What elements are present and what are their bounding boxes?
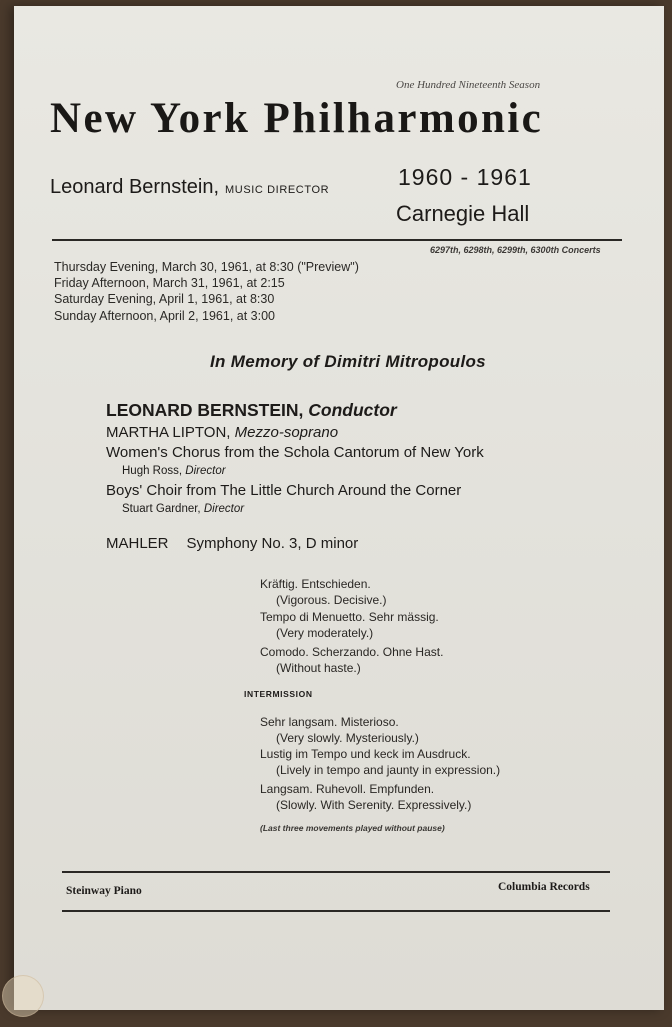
conductor	[106, 400, 397, 421]
records-credit: Columbia Records	[498, 881, 590, 893]
movement	[260, 746, 500, 778]
watermark-logo	[2, 975, 44, 1017]
conductor-role: Conductor	[308, 400, 397, 420]
director-role: Director	[185, 465, 226, 477]
date-line: Friday Afternoon, March 31, 1961, at 2:15	[54, 276, 285, 291]
orchestra-title: New York Philharmonic	[50, 95, 544, 142]
womens-chorus-director	[122, 465, 226, 477]
movement-translation: (Very moderately.)	[276, 626, 374, 640]
footer-divider-bottom	[62, 910, 610, 912]
soloist-name: MARTHA LIPTON,	[106, 424, 231, 441]
director-name: Stuart Gardner,	[122, 503, 201, 515]
season-years: 1960 - 1961	[398, 164, 532, 190]
music-director	[50, 176, 329, 199]
movement-title: Langsam. Ruhevoll. Empfunden.	[260, 782, 435, 796]
conductor-name: LEONARD BERNSTEIN,	[106, 400, 304, 420]
soloist-role: Mezzo-soprano	[234, 424, 339, 441]
movement-title: Tempo di Menuetto. Sehr mässig.	[260, 610, 439, 624]
footer-divider-top	[62, 871, 610, 873]
boys-choir: Boys' Choir from The Little Church Around the Corner	[106, 482, 462, 499]
director-name: Leonard Bernstein,	[50, 176, 220, 198]
program-work	[106, 535, 358, 552]
movement	[260, 576, 386, 608]
movement-title: Lustig im Tempo und keck im Ausdruck.	[260, 747, 471, 761]
movement-title: Sehr langsam. Misterioso.	[260, 715, 399, 729]
movement-translation: (Lively in tempo and jaunty in expression.)	[276, 763, 501, 777]
intermission: INTERMISSION	[244, 689, 313, 699]
work-title: Symphony No. 3, D minor	[186, 535, 359, 552]
director-name: Hugh Ross,	[122, 465, 183, 477]
movement-translation: (Slowly. With Serenity. Expressively.)	[276, 798, 472, 812]
movement-title: Comodo. Scherzando. Ohne Hast.	[260, 645, 444, 659]
director-role: Director	[203, 503, 245, 515]
venue: Carnegie Hall	[396, 201, 530, 226]
date-line: Thursday Evening, March 30, 1961, at 8:30 ("Preview")	[54, 260, 359, 274]
date-line: Saturday Evening, April 1, 1961, at 8:30	[54, 292, 275, 307]
movement	[260, 714, 419, 746]
soloist	[106, 424, 338, 441]
concert-dates	[54, 259, 359, 324]
piano-credit: Steinway Piano	[66, 885, 142, 897]
director-role: MUSIC DIRECTOR	[225, 184, 330, 196]
movement-title: Kräftig. Entschieden.	[260, 577, 371, 591]
program-page	[14, 6, 664, 1010]
date-line: Sunday Afternoon, April 2, 1961, at 3:00	[54, 308, 275, 323]
womens-chorus: Women's Chorus from the Schola Cantorum of New York	[106, 444, 484, 461]
header-divider	[52, 239, 622, 241]
concert-numbers: 6297th, 6298th, 6299th, 6300th Concerts	[430, 245, 601, 255]
movement	[260, 781, 471, 813]
movement	[260, 609, 439, 641]
season-label: One Hundred Nineteenth Season	[396, 79, 541, 91]
dedication: In Memory of Dimitri Mitropoulos	[210, 352, 486, 371]
movement-translation: (Very slowly. Mysteriously.)	[276, 731, 419, 745]
composer: MAHLER	[106, 535, 169, 552]
movement-translation: (Without haste.)	[276, 661, 361, 675]
movement-translation: (Vigorous. Decisive.)	[276, 593, 387, 607]
boys-choir-director	[122, 503, 244, 515]
program-note: (Last three movements played without pause)	[260, 823, 445, 833]
movement	[260, 644, 443, 676]
